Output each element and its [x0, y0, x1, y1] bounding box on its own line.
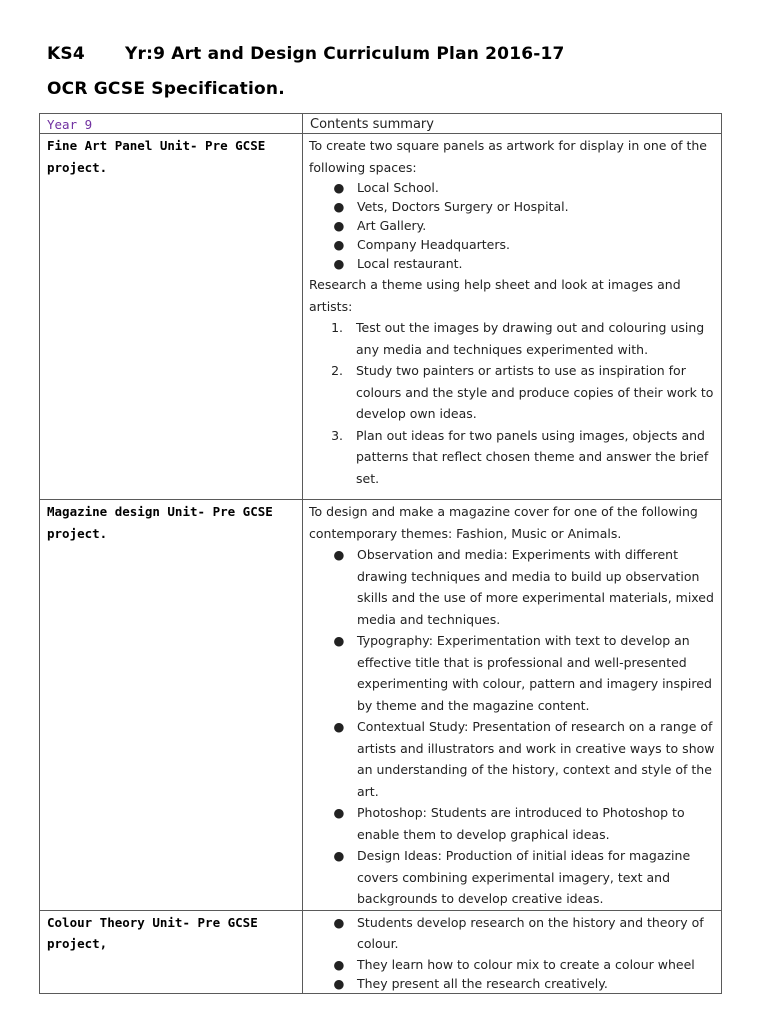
unit-intro: To create two square panels as artwork for display in one of the following spaces:	[309, 138, 707, 175]
list-item: ● Observation and media: Experiments with different drawing techniques and media to build up observation skills and the use of more experimental materials, mixed media and techniques.	[309, 544, 715, 630]
year-header: Year 9	[47, 117, 93, 132]
table-row	[40, 500, 722, 911]
contents-summary-header: Contents summary	[310, 117, 434, 132]
bullet-icon: ●	[333, 719, 345, 734]
research-instruction: Research a theme using help sheet and look at images and artists:	[309, 277, 681, 314]
list-item: ● Local School.	[309, 178, 715, 197]
list-item: 3. Plan out ideas for two panels using images, objects and patterns that reflect chosen theme and answer the brief set.	[331, 427, 709, 486]
contents-cell	[303, 500, 722, 911]
list-item: ● Vets, Doctors Surgery or Hospital.	[309, 197, 715, 216]
bullet-icon: ●	[333, 237, 345, 252]
table-header-row	[40, 114, 722, 134]
research-steps-list	[309, 317, 715, 489]
unit-cell	[40, 500, 303, 911]
list-item: ● Design Ideas: Production of initial ideas for magazine covers combining experimental imagery, text and backgrounds to develop creative ideas.	[309, 845, 715, 910]
contents-cell	[303, 134, 722, 500]
contents-header-cell	[303, 114, 722, 134]
bullet-icon: ●	[333, 547, 345, 562]
year-header-cell	[40, 114, 303, 134]
bullet-icon: ●	[333, 218, 345, 233]
bullet-icon: ●	[333, 956, 345, 972]
bullet-icon: ●	[333, 199, 345, 214]
curriculum-table	[39, 113, 722, 994]
magazine-activities-list	[309, 544, 715, 910]
unit-intro: To design and make a magazine cover for one of the following contemporary themes: Fashion, Music or Animals.	[309, 504, 698, 541]
list-item: 2. Study two painters or artists to use as inspiration for colours and the style and produce copies of their work to develop own ideas.	[331, 363, 714, 421]
list-item: ● Company Headquarters.	[309, 235, 715, 254]
list-item: ● Photoshop: Students are introduced to Photoshop to enable them to develop graphical ideas.	[309, 802, 715, 845]
unit-title: Fine Art Panel Unit- Pre GCSE project.	[47, 138, 266, 175]
list-item: ● Local restaurant.	[309, 254, 715, 273]
bullet-icon: ●	[333, 805, 345, 820]
display-spaces-list	[309, 178, 715, 273]
unit-cell	[40, 910, 303, 993]
unit-title: Colour Theory Unit- Pre GCSE project,	[47, 914, 258, 951]
colour-theory-list	[309, 912, 715, 993]
unit-title: Magazine design Unit- Pre GCSE project.	[47, 504, 273, 541]
list-item: ● Typography: Experimentation with text to develop an effective title that is professional and well-presented experimenting with colour, pattern and imagery inspired by theme and the magazine content.	[309, 630, 715, 716]
bullet-icon: ●	[333, 633, 345, 648]
bullet-icon: ●	[333, 180, 345, 195]
list-item: ● They present all the research creatively.	[309, 974, 715, 993]
bullet-icon: ●	[333, 848, 345, 863]
bullet-icon: ●	[333, 256, 345, 271]
document-title	[47, 44, 565, 64]
table-row	[40, 910, 722, 993]
table-row	[40, 134, 722, 500]
curriculum-plan-title: Yr:9 Art and Design Curriculum Plan 2016-17	[125, 44, 565, 64]
list-item: ● They learn how to colour mix to create a colour wheel	[309, 955, 715, 974]
list-item: ● Art Gallery.	[309, 216, 715, 235]
list-item: ● Contextual Study: Presentation of research on a range of artists and illustrators and work in creative ways to show an understanding of the history, context and style of the art.	[309, 716, 715, 802]
unit-cell	[40, 134, 303, 500]
contents-cell	[303, 910, 722, 993]
key-stage-label: KS4	[47, 44, 85, 64]
list-item: 1. Test out the images by drawing out and colouring using any media and techniques experimented with.	[331, 320, 705, 357]
specification-subtitle: OCR GCSE Specification.	[47, 79, 285, 99]
bullet-icon: ●	[333, 914, 345, 930]
list-item: ● Students develop research on the history and theory of colour.	[309, 912, 715, 955]
bullet-icon: ●	[333, 975, 345, 991]
